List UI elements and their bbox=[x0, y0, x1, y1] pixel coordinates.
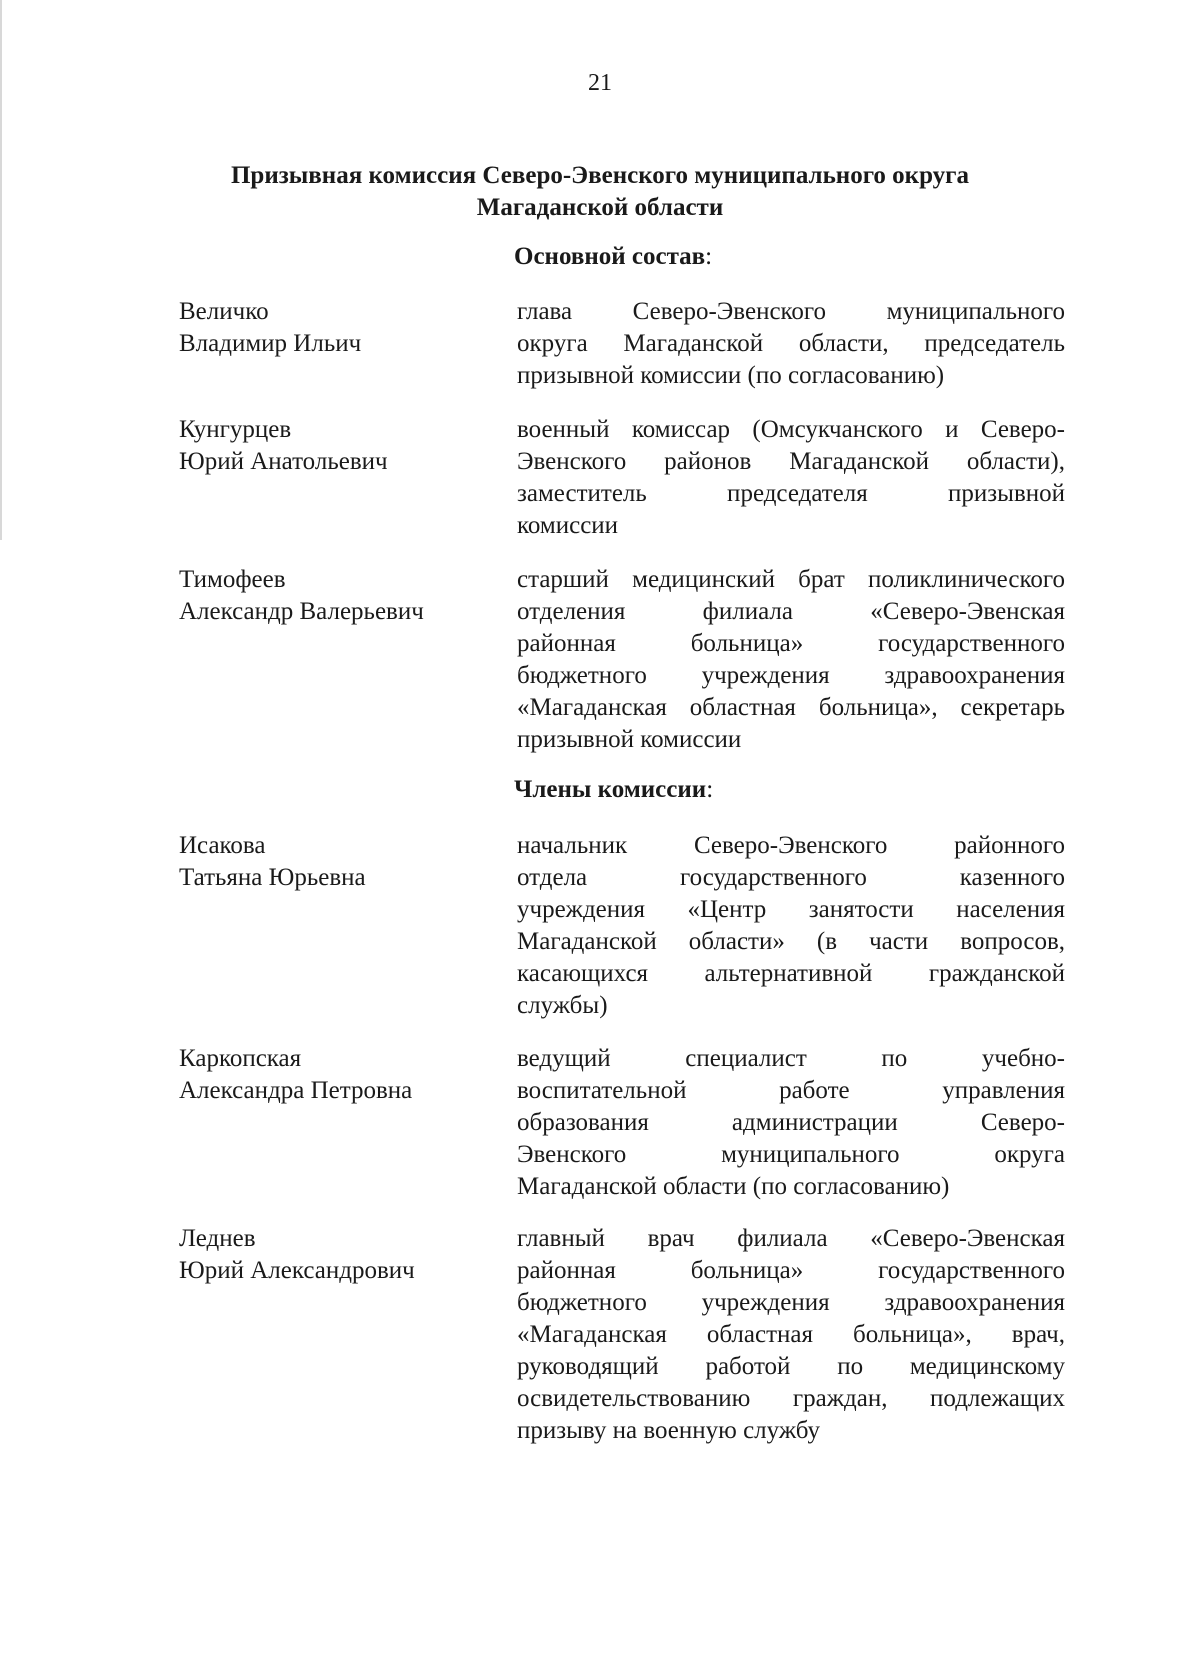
member-role bbox=[517, 296, 1065, 392]
member-role-line: ведущий специалист по учебно- bbox=[517, 1045, 1065, 1072]
document-title-line-2: Магаданской области bbox=[476, 194, 724, 221]
member-role-line: начальник Северо-Эвенского районного bbox=[517, 832, 1065, 859]
member-role-line: заместитель председателя призывной bbox=[517, 480, 1065, 507]
member-role-line: службы) bbox=[517, 992, 608, 1019]
member-given-name: Татьяна Юрьевна bbox=[179, 864, 366, 891]
member-role-line: Магаданской области (по согласованию) bbox=[517, 1173, 950, 1200]
member-given-name: Юрий Анатольевич bbox=[179, 448, 388, 475]
document-title bbox=[0, 160, 1200, 224]
member-role-line: районная больница» государственного bbox=[517, 1257, 1065, 1284]
member-role-line: Эвенского муниципального округа bbox=[517, 1141, 1065, 1168]
member-name bbox=[179, 1223, 479, 1287]
member-role-line: глава Северо-Эвенского муниципального bbox=[517, 298, 1065, 325]
member-given-name: Юрий Александрович bbox=[179, 1257, 415, 1284]
member-role-line: касающихся альтернативной гражданской bbox=[517, 960, 1065, 987]
member-given-name: Александр Валерьевич bbox=[179, 598, 424, 625]
member-role-line: учреждения «Центр занятости населения bbox=[517, 896, 1065, 923]
member-role bbox=[517, 1223, 1065, 1447]
document-title-line-1: Призывная комиссия Северо-Эвенского муниципального округа bbox=[230, 162, 970, 189]
member-role-line: отделения филиала «Северо-Эвенская bbox=[517, 598, 1065, 625]
member-role-line: военный комиссар (Омсукчанского и Северо- bbox=[517, 416, 1065, 443]
commission-members-heading-colon: : bbox=[706, 776, 714, 803]
member-role-line: призывной комиссии (по согласованию) bbox=[517, 362, 945, 389]
member-role-line: округа Магаданской области, председатель bbox=[517, 330, 1065, 357]
member-surname: Величко bbox=[179, 298, 269, 325]
member-role-line: призывной комиссии bbox=[517, 726, 742, 753]
member-role bbox=[517, 564, 1065, 756]
member-role bbox=[517, 1043, 1065, 1203]
member-role-line: отдела государственного казенного bbox=[517, 864, 1065, 891]
member-surname: Кунгурцев bbox=[179, 416, 292, 443]
member-role-line: «Магаданская областная больница», секретарь bbox=[517, 694, 1065, 721]
member-role-line: воспитательной работе управления bbox=[517, 1077, 1065, 1104]
member-surname: Тимофеев bbox=[179, 566, 286, 593]
member-role-line: освидетельствованию граждан, подлежащих bbox=[517, 1385, 1065, 1412]
member-name bbox=[179, 830, 479, 894]
member-role-line: главный врач филиала «Северо-Эвенская bbox=[517, 1225, 1065, 1252]
main-composition-heading-colon: : bbox=[705, 243, 713, 270]
member-name bbox=[179, 414, 479, 478]
commission-members-heading-label: Члены комиссии bbox=[514, 776, 707, 803]
member-name bbox=[179, 1043, 479, 1107]
member-role-line: «Магаданская областная больница», врач, bbox=[517, 1321, 1065, 1348]
member-role-line: Магаданской области» (в части вопросов, bbox=[517, 928, 1065, 955]
member-surname: Леднев bbox=[179, 1225, 256, 1252]
member-role bbox=[517, 830, 1065, 1022]
member-name bbox=[179, 296, 479, 360]
commission-members-heading bbox=[514, 774, 713, 806]
member-role-line: бюджетного учреждения здравоохранения bbox=[517, 1289, 1065, 1316]
member-role-line: образования администрации Северо- bbox=[517, 1109, 1065, 1136]
member-surname: Исакова bbox=[179, 832, 266, 859]
member-role-line: бюджетного учреждения здравоохранения bbox=[517, 662, 1065, 689]
member-role-line: призыву на военную службу bbox=[517, 1417, 821, 1444]
member-role-line: районная больница» государственного bbox=[517, 630, 1065, 657]
main-composition-heading-label: Основной состав bbox=[514, 243, 706, 270]
member-role bbox=[517, 414, 1065, 542]
member-role-line: Эвенского районов Магаданской области), bbox=[517, 448, 1065, 475]
member-role-line: комиссии bbox=[517, 512, 619, 539]
member-given-name: Владимир Ильич bbox=[179, 330, 362, 357]
main-composition-heading bbox=[514, 241, 712, 273]
member-given-name: Александра Петровна bbox=[179, 1077, 413, 1104]
page-number: 21 bbox=[588, 70, 612, 96]
member-role-line: старший медицинский брат поликлинического bbox=[517, 566, 1065, 593]
member-role-line: руководящий работой по медицинскому bbox=[517, 1353, 1065, 1380]
member-name bbox=[179, 564, 479, 628]
member-surname: Каркопская bbox=[179, 1045, 302, 1072]
